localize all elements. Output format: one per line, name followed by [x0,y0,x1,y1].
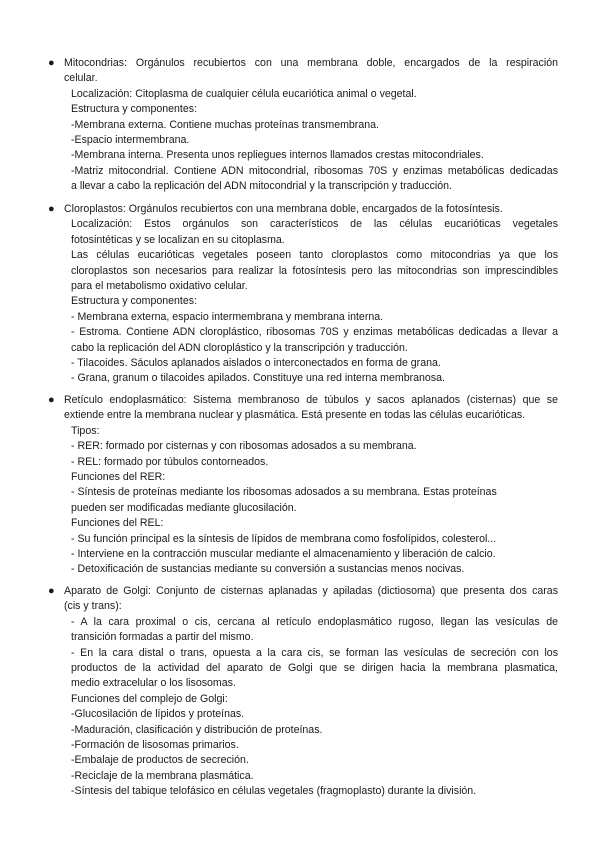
text-line: Las células eucarióticas vegetales poseen tanto cloroplastos como mitocondrias ya que los [71,249,558,262]
section-content [64,584,558,800]
text-line: Aparato de Golgi: Conjunto de cisternas aplanadas y apiladas (dictiosoma) que presenta dos caras [64,585,558,597]
bullet-mark: ● [48,394,55,406]
text-line: - Tilacoides. Sáculos aplanados aislados o interconectados en forma de grana. [71,357,441,370]
text-line: - Grana, granum o tilacoides apilados. Constituye una red interna membranosa. [71,372,445,385]
section-content [64,56,558,195]
text-line: Tipos: [71,424,100,437]
text-line: cabo la replicación del ADN cloroplástico y la transcripción y traducción. [71,341,408,354]
bullet-mark: ● [48,585,55,597]
text-line: Funciones del complejo de Golgi: [71,692,228,705]
text-line: -Síntesis del tabique telofásico en células vegetales (fragmoplasto) durante la división. [71,785,477,798]
text-line: para el metabolismo oxidativo celular. [71,280,248,293]
text-line: Localización: Estos orgánulos son característicos de las células eucarióticas vegetales [71,218,558,231]
section-content [64,393,558,578]
text-line: (cis y trans): [64,600,122,613]
text-line: a llevar a cabo la replicación del ADN mitocondrial y la transcripción y traducción. [71,180,452,193]
text-line: Localización: Citoplasma de cualquier célula eucariótica animal o vegetal. [71,87,417,100]
text-line: -Formación de lisosomas primarios. [71,739,239,752]
text-line: Cloroplastos: Orgánulos recubiertos con una membrana doble, encargados de la fotosíntesis. [64,203,503,215]
text-line: pueden ser modificadas mediante glucosilación. [71,501,297,514]
text-line: -Matriz mitocondrial. Contiene ADN mitocondrial, ribosomas 70S y enzimas metabólicas dedicadas [71,164,558,177]
text-line: cloroplastos son necesarios para realizar la fotosíntesis pero las mitocondrias son imprescindibles [71,264,558,277]
text-line: -Reciclaje de la membrana plasmática. [71,769,254,782]
text-line: transición formadas a partir del mismo. [71,631,254,644]
text-line: -Glucosilación de lípidos y proteínas. [71,708,245,721]
text-line: - REL: formado por túbulos contorneados. [71,455,269,468]
text-line: productos de la actividad del aparato de Golgi que se dirigen hacia la membrana plasmatica, [71,662,558,675]
text-line: -Embalaje de productos de secreción. [71,754,249,767]
text-line: - Detoxificación de sustancias mediante su conversión a sustancias menos nocivas. [71,563,465,576]
text-line: -Maduración, clasificación y distribución de proteínas. [71,723,323,736]
text-line: - Su función principal es la síntesis de lípidos de membrana como fosfolípidos, colesterol... [71,532,497,545]
text-line: -Espacio intermembrana. [71,134,190,147]
text-line: celular. [64,72,98,85]
text-line: extiende entre la membrana nuclear y plasmática. Está presente en todas las células eucarióticas. [64,409,526,422]
bullet-mark: ● [48,203,55,215]
text-line: -Membrana interna. Presenta unos repliegues internos llamados crestas mitocondriales. [71,149,484,162]
text-line: fotosintéticas y se localizan en su citoplasma. [71,233,285,246]
text-line: Retículo endoplasmático: Sistema membranoso de túbulos y sacos aplanados (cisternas) que se [64,394,558,406]
text-line: - Interviene en la contracción muscular mediante el almacenamiento y liberación de calcio. [71,548,496,561]
text-line: - En la cara distal o trans, opuesta a la cara cis, se forman las vesículas de secreción con los [71,646,558,659]
text-line: - Membrana externa, espacio intermembrana y membrana interna. [71,310,384,323]
text-line: - Estroma. Contiene ADN cloroplástico, ribosomas 70S y enzimas metabólicas dedicadas a llevar a [71,326,558,339]
section-content [64,202,558,387]
text-line: Funciones del RER: [71,471,166,484]
text-line: - A la cara proximal o cis, cercana al retículo endoplasmático rugoso, llegan las vesículas de [71,615,558,628]
text-line: - Síntesis de proteínas mediante los ribosomas adosados a su membrana. Estas proteínas [71,486,497,499]
bullet-mark: ● [48,57,55,69]
text-line: -Membrana externa. Contiene muchas proteínas transmembrana. [71,118,379,131]
text-line: Funciones del REL: [71,517,164,530]
text-line: - RER: formado por cisternas y con ribosomas adosados a su membrana. [71,440,417,453]
text-line: Estructura y componentes: [71,295,198,308]
text-line: medio extracelular o los lisosomas. [71,677,236,690]
text-line: Estructura y componentes: [71,103,198,116]
text-line: Mitocondrias: Orgánulos recubiertos con una membrana doble, encargados de la respiración [64,57,558,69]
